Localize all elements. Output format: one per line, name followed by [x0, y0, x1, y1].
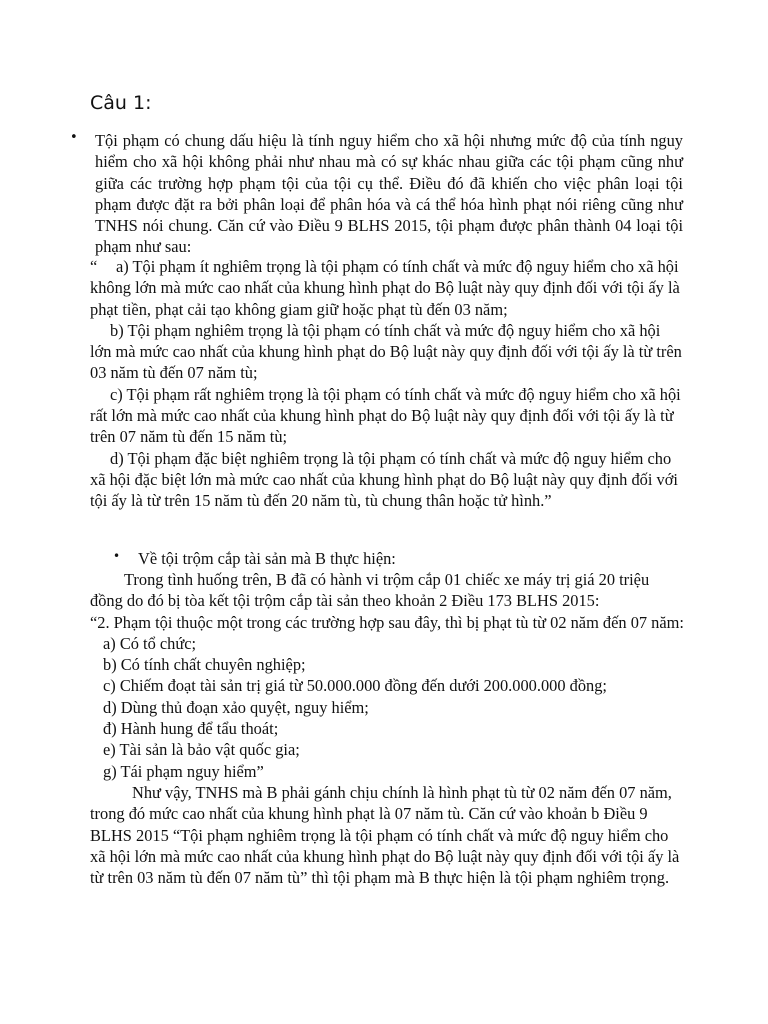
section-heading: Về tội trộm cắp tài sản mà B thực hiện: [138, 549, 396, 568]
quote-item-d: d) Tội phạm đặc biệt nghiêm trọng là tội phạm có tính chất và mức độ nguy hiểm cho xã hội đặc biệt lớn mà mức cao nhất của khung hình phạt do Bộ luật này quy định đối với tội ấy là từ trên 15 năm tù đến 20 năm tù, tù chung thân hoặc tử hình.” [90, 448, 678, 511]
list-item: a) Có tổ chức; [103, 633, 197, 653]
bullet-icon: • [70, 130, 78, 145]
list-item: e) Tài sản là bảo vật quốc gia; [103, 740, 300, 760]
quote-item-c: c) Tội phạm rất nghiêm trọng là tội phạm có tính chất và mức độ nguy hiểm cho xã hội rất lớn mà mức cao nhất của khung hình phạt do Bộ luật này quy định đối với tội ấy là từ trên 07 năm tù đến 15 năm tù; [90, 384, 681, 447]
article-9-quote [90, 256, 684, 512]
quote-item-b: b) Tội phạm nghiêm trọng là tội phạm có tính chất và mức độ nguy hiểm cho xã hội lớn mà mức cao nhất của khung hình phạt do Bộ luật này quy định đối với tội ấy là từ trên 03 năm tù đến 07 năm tù; [90, 320, 682, 383]
list-item: đ) Hành hung để tẩu thoát; [103, 719, 279, 739]
clause-2: “2. Phạm tội thuộc một trong các trường hợp sau đây, thì bị phạt tù từ 02 năm đến 07 năm: [90, 612, 684, 632]
list-item: d) Dùng thủ đoạn xảo quyệt, nguy hiểm; [103, 697, 369, 717]
opening-quote-mark: “ [90, 257, 98, 276]
bullet-icon: • [113, 549, 121, 563]
quote-item-a-text: a) Tội phạm ít nghiêm trọng là tội phạm có tính chất và mức độ nguy hiểm cho xã hội không lớn mà mức cao nhất của khung hình phạt do Bộ luật này quy định đối với tội ấy là phạt tiền, phạt cải tạo không giam giữ hoặc phạt tù đến 03 năm; [90, 257, 680, 319]
page-title: Câu 1: [90, 92, 152, 114]
section-intro: Trong tình huống trên, B đã có hành vi trộm cắp 01 chiếc xe máy trị giá 20 triệu đồng do đó bị tòa kết tội trộm cắp tài sản theo khoản 2 Điều 173 BLHS 2015: [90, 570, 650, 611]
quote-item-a [90, 256, 684, 320]
section-body [90, 569, 684, 888]
list-item: c) Chiếm đoạt tài sản trị giá từ 50.000.000 đồng đến dưới 200.000.000 đồng; [103, 676, 607, 696]
intro-paragraph: Tội phạm có chung dấu hiệu là tính nguy hiểm cho xã hội nhưng mức độ của tính nguy hiểm cho xã hội không phải như nhau mà có sự khác nhau giữa các tội phạm cũng như giữa các trường hợp phạm tội của tội cụ thể. Điều đó đã khiến cho việc phân loại tội phạm được đặt ra bởi phân loại để phân hóa và cá thể hóa hình phạt nói riêng cũng như TNHS nói chung. Căn cứ vào Điều 9 BLHS 2015, tội phạm được phân thành 04 loại tội phạm như sau: [95, 131, 683, 257]
conclusion-paragraph: Như vậy, TNHS mà B phải gánh chịu chính là hình phạt tù từ 02 năm đến 07 năm, trong đó mức cao nhất của khung hình phạt là 07 năm tù. Căn cứ vào khoản b Điều 9 BLHS 2015 “Tội phạm nghiêm trọng là tội phạm có tính chất và mức độ nguy hiểm cho xã hội lớn mà mức cao nhất của khung hình phạt do Bộ luật này quy định đối với tội ấy là từ trên 03 năm tù đến 07 năm tù” thì tội phạm mà B thực hiện là tội phạm nghiêm trọng. [90, 782, 680, 888]
list-item: b) Có tính chất chuyên nghiệp; [103, 655, 306, 675]
list-item: g) Tái phạm nguy hiểm” [103, 761, 264, 781]
